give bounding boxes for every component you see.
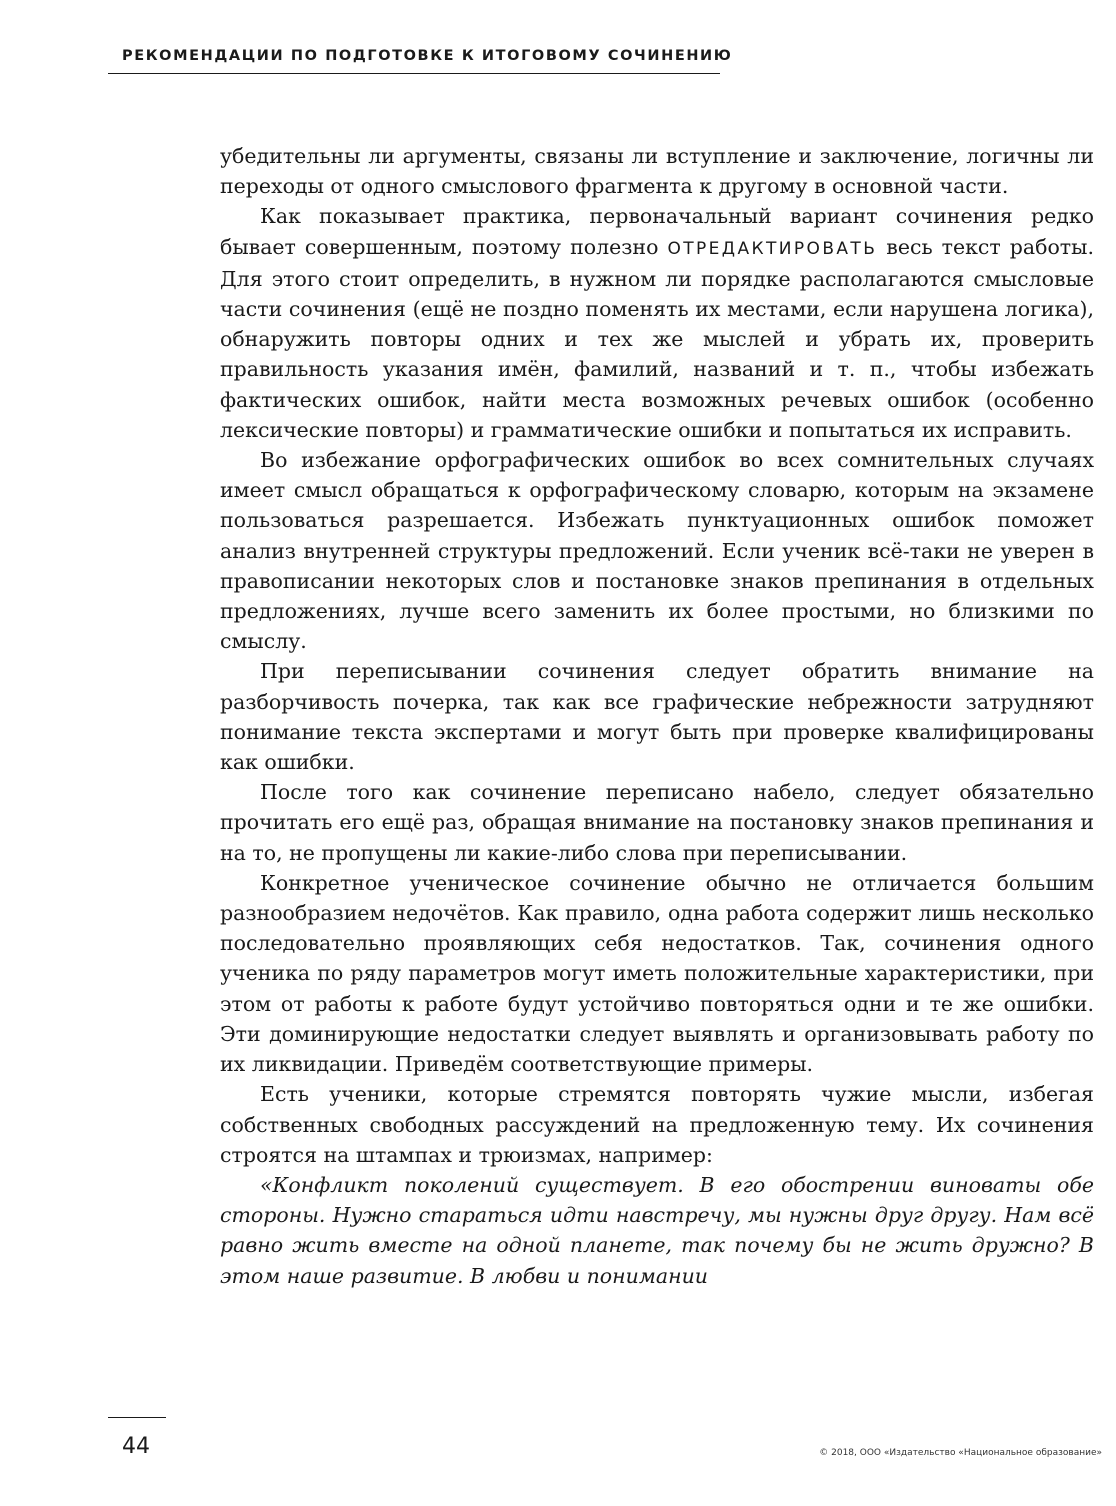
page-number: 44 <box>122 1434 150 1459</box>
paragraph-5: После того как сочинение переписано набело, следует обязательно прочитать его ещё раз, обращая внимание на постановку знаков препинания и на то, не пропущены ли какие-либо слова при переписывании. <box>220 780 1094 865</box>
header-rule <box>108 73 720 74</box>
paragraph-1: убедительны ли аргументы, связаны ли вступление и заключение, логичны ли переходы от одного смыслового фрагмента к другому в основной части. <box>220 144 1094 199</box>
example-quote: «Конфликт поколений существует. В его обострении виноваты обе стороны. Нужно стараться идти навстречу, мы нужны друг другу. Нам всё равно жить вместе на одной планете, так почему бы не жить дружно? В этом наше развитие. В любви и понимании <box>220 1172 1094 1288</box>
running-title: РЕКОМЕНДАЦИИ ПО ПОДГОТОВКЕ К ИТОГОВОМУ СОЧИНЕНИЮ <box>122 48 733 64</box>
paragraph-4: При переписывании сочинения следует обратить внимание на разборчивость почерка, так как все графические небрежности затрудняют понимание текста экспертами и могут быть при проверке квалифицированы как ошибки. <box>220 659 1094 775</box>
copyright-notice: © 2018, ООО «Издательство «Национальное образование» <box>819 1448 1102 1458</box>
paragraph-2 <box>220 201 1094 445</box>
paragraph-6: Конкретное ученическое сочинение обычно не отличается большим разнообразием недочётов. Как правило, одна работа содержит лишь несколько последовательно проявляющих себя недостатков. Так, сочинения одного ученика по ряду параметров могут иметь положительные характеристики, при этом от работы к работе будут устойчиво повторяться одни и те же ошибки. Эти доминирующие недостатки следует выявлять и организовывать работу по их ликвидации. Приведём соответствующие примеры. <box>220 870 1094 1077</box>
paragraph-2-start: Как показывает практика, первоначальный вариант сочинения редко бывает совершенным, поэтому полезно <box>220 204 1094 259</box>
paragraph-2-end: весь текст работы. Для этого стоит определить, в нужном ли порядке располагаются смысловые части сочинения (ещё не поздно поменять их местами, если нарушена логика), обнаружить повторы одних и тех же мыслей и убрать их, проверить правильность указания имён, фамилий, названий и т. п., чтобы избежать фактических ошибок, найти места возможных речевых ошибок (особенно лексические повторы) и грамматические ошибки и попытаться их исправить. <box>220 234 1094 442</box>
paragraph-7: Есть ученики, которые стремятся повторять чужие мысли, избегая собственных свободных рассуждений на предложенную тему. Их сочинения строятся на штампах и трюизмах, например: <box>220 1082 1094 1167</box>
emphasized-term: ОТРЕДАКТИРОВАТЬ <box>667 238 878 259</box>
paragraph-3: Во избежание орфографических ошибок во всех сомнительных случаях имеет смысл обращаться к орфографическому словарю, которым на экзамене пользоваться разрешается. Избежать пунктуационных ошибок поможет анализ внутренней структуры предложений. Если ученик всё-таки не уверен в правописании некоторых слов и постановке знаков препинания в отдельных предложениях, лучше всего заменить их более простыми, но близкими по смыслу. <box>220 448 1094 654</box>
main-text <box>220 141 1094 1291</box>
footer-rule <box>108 1417 166 1418</box>
